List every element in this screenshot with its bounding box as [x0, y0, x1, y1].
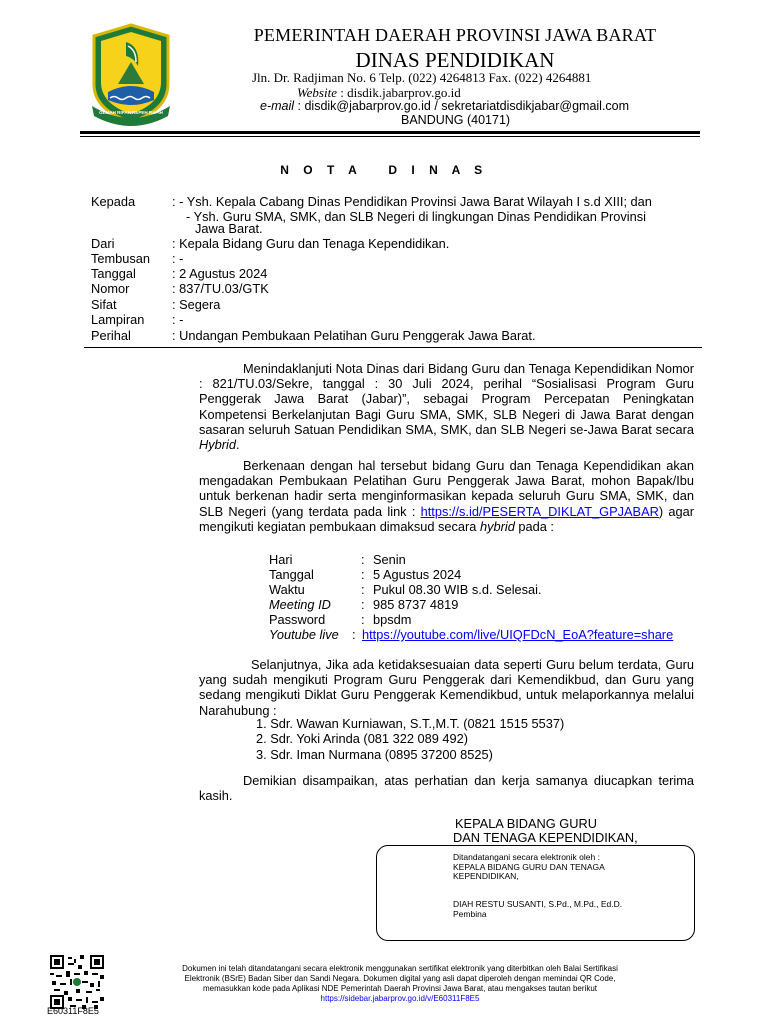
schedule-colon: : — [352, 627, 356, 642]
letterhead-government: PEMERINTAH DAERAH PROVINSI JAWA BARAT — [253, 25, 657, 45]
schedule-colon: : — [361, 597, 365, 612]
letterhead-city: BANDUNG (40171) — [401, 113, 511, 127]
sifat-value: : Segera — [172, 297, 221, 312]
perihal-value: : Undangan Pembukaan Pelatihan Guru Penggerak Jawa Barat. — [172, 328, 536, 343]
schedule-meeting-value: 985 8737 4819 — [373, 597, 459, 612]
youtube-live-link[interactable]: https://youtube.com/live/UIQFDcN_EoA?feature=share — [362, 627, 674, 642]
paragraph-2 — [199, 458, 694, 534]
signatory-title-line1: KEPALA BIDANG GURU — [455, 816, 597, 831]
schedule-hari-value: Senin — [373, 552, 406, 567]
qr-document-code: E60311F8E5 — [47, 1006, 99, 1016]
schedule-password-label: Password — [269, 612, 326, 627]
tanggal-label: Tanggal — [91, 266, 136, 281]
schedule-meeting-label: Meeting ID — [269, 597, 331, 612]
lampiran-value: : - — [172, 312, 184, 327]
schedule-colon: : — [361, 567, 365, 582]
kepada-label: Kepada — [91, 194, 136, 209]
tembusan-label: Tembusan — [91, 251, 151, 266]
dari-label: Dari — [91, 236, 115, 251]
paragraph-2-text-a: Berkenaan dengan hal tersebut bidang Guru dan Tenaga Kependidikan akan mengadakan Pembukaan Pelatihan Guru Penggerak Jawa Barat, mohon Bapak/Ibu untuk berkenan hadir serta menginformasikan kepada seluruh Guru SMA, SMK, dan SLB Negeri (yang terdata pada link : — [199, 458, 694, 519]
letterhead-address: Jln. Dr. Radjiman No. 6 Telp. (022) 4264813 Fax. (022) 4264881 — [252, 70, 592, 85]
letterhead-email — [260, 99, 629, 113]
peserta-diklat-link[interactable]: https://s.id/PESERTA_DIKLAT_GPJABAR — [420, 503, 659, 519]
footer-line3: memasukkan kode pada Aplikasi NDE Pemerintah Daerah Provinsi Jawa Barat, atau mengakses tautan berikut — [203, 984, 597, 993]
schedule-youtube-label: Youtube live — [269, 627, 339, 642]
paragraph-1-text: Menindaklanjuti Nota Dinas dari Bidang Guru dan Tenaga Kependidikan Nomor : 821/TU.03/Sekre, tanggal : 30 Juli 2024, perihal “Sosialisasi Program Guru Penggerak Jawa Barat (Jabar)”, sebagai Program Percepatan Peningkatan Kompetensi Berkelanjutan Bagi Guru SMA, SMK, SLB Negeri di Jawa Barat dengan sasaran seluruh Satuan Pendidikan SMA, SMK, dan SLB Negeri se-Jawa Barat secara — [199, 361, 694, 437]
email-label: e-mail — [260, 99, 295, 113]
header-divider — [84, 347, 702, 348]
paragraph-3 — [199, 657, 694, 718]
dari-value: : Kepala Bidang Guru dan Tenaga Kependidikan. — [172, 236, 450, 251]
emblem-motto: GEMAH RIPAH REPEH RAPIH — [99, 110, 163, 115]
paragraph-2-hybrid: hybrid — [479, 518, 515, 534]
schedule-colon: : — [361, 612, 365, 627]
paragraph-4 — [199, 773, 694, 803]
schedule-waktu-value: Pukul 08.30 WIB s.d. Selesai. — [373, 582, 542, 597]
schedule-tanggal-value: 5 Agustus 2024 — [373, 567, 462, 582]
letterhead-rule-thin — [80, 136, 700, 137]
schedule-waktu-label: Waktu — [269, 582, 305, 597]
schedule-hari-label: Hari — [269, 552, 293, 567]
paragraph-1-hybrid: Hybrid — [199, 437, 236, 453]
website-label: Website — [297, 85, 337, 100]
paragraph-4-text: Demikian disampaikan, atas perhatian dan kerja samanya diucapkan terima kasih. — [199, 773, 694, 804]
sig-rank: Pembina — [453, 909, 487, 919]
footer-verification-link[interactable]: https://sidebar.jabarprov.go.id/v/E60311F8E5 — [320, 994, 480, 1003]
sifat-label: Sifat — [91, 297, 117, 312]
paragraph-1-end: . — [235, 437, 240, 453]
verification-qr-code-icon[interactable] — [50, 955, 104, 1009]
signatory-title-line2: DAN TENAGA KEPENDIDIKAN, — [453, 830, 638, 845]
email-value: : disdik@jabarprov.go.id / sekretariatdisdikjabar@gmail.com — [294, 99, 630, 113]
sig-name: DIAH RESTU SUSANTI, S.Pd., M.Pd., Ed.D. — [453, 899, 623, 909]
nomor-label: Nomor — [91, 281, 130, 296]
tembusan-value: : - — [172, 251, 184, 266]
lampiran-label: Lampiran — [91, 312, 145, 327]
perihal-label: Perihal — [91, 328, 131, 343]
schedule-password-value: bpsdm — [373, 612, 412, 627]
schedule-colon: : — [361, 582, 365, 597]
kepada-line3: Jawa Barat. — [195, 221, 263, 236]
kepada-line1: : - Ysh. Kepala Cabang Dinas Pendidikan Provinsi Jawa Barat Wilayah I s.d XIII; dan — [172, 194, 652, 209]
contact-item-3: 3. Sdr. Iman Nurmana (0895 37200 8525) — [256, 747, 493, 762]
paragraph-3-text: Selanjutnya, Jika ada ketidaksesuaian data seperti Guru belum terdata, Guru yang sudah mengikuti Program Guru Penggerak dari Kemendikbud, dan Guru yang sedang mengikuti Diklat Guru Penggerak Kemendikbud, untuk melaporkannya melalui Narahubung : — [199, 657, 694, 718]
contact-item-2: 2. Sdr. Yoki Arinda (081 322 089 492) — [256, 731, 469, 746]
schedule-tanggal-label: Tanggal — [269, 567, 314, 582]
paragraph-2-text-c: pada : — [514, 518, 554, 534]
letterhead-agency: DINAS PENDIDIKAN — [355, 48, 555, 72]
letterhead-rule-thick — [80, 131, 700, 134]
schedule-colon: : — [361, 552, 365, 567]
sig-position-line1: KEPALA BIDANG GURU DAN TENAGA — [453, 862, 605, 872]
website-value: : disdik.jabarprov.go.id — [336, 85, 461, 100]
footer-line2: Elektronik (BSrE) Badan Siber dan Sandi Negara. Dokumen digital yang asli dapat diperoleh dengan memindai QR Code, — [184, 974, 616, 983]
tanggal-value: : 2 Agustus 2024 — [172, 266, 268, 281]
document-title: N O T A D I N A S — [280, 163, 488, 177]
footer-line1: Dokumen ini telah ditandatangani secara elektronik menggunakan sertifikat elektronik yang diterbitkan oleh Balai Sertifikasi — [182, 964, 618, 973]
sig-signed-by: Ditandatangani secara elektronik oleh : — [453, 852, 600, 862]
contact-item-1: 1. Sdr. Wawan Kurniawan, S.T.,M.T. (0821 1515 5537) — [256, 716, 565, 731]
kepada-line2: - Ysh. Guru SMA, SMK, dan SLB Negeri di lingkungan Dinas Pendidikan Provinsi — [186, 209, 646, 224]
paragraph-1 — [199, 361, 694, 452]
paragraph-2-text-b: ) agar mengikuti kegiatan pembukaan dimaksud secara — [199, 503, 694, 534]
sig-position-line2: KEPENDIDIKAN, — [453, 871, 519, 881]
nomor-value: : 837/TU.03/GTK — [172, 281, 269, 296]
